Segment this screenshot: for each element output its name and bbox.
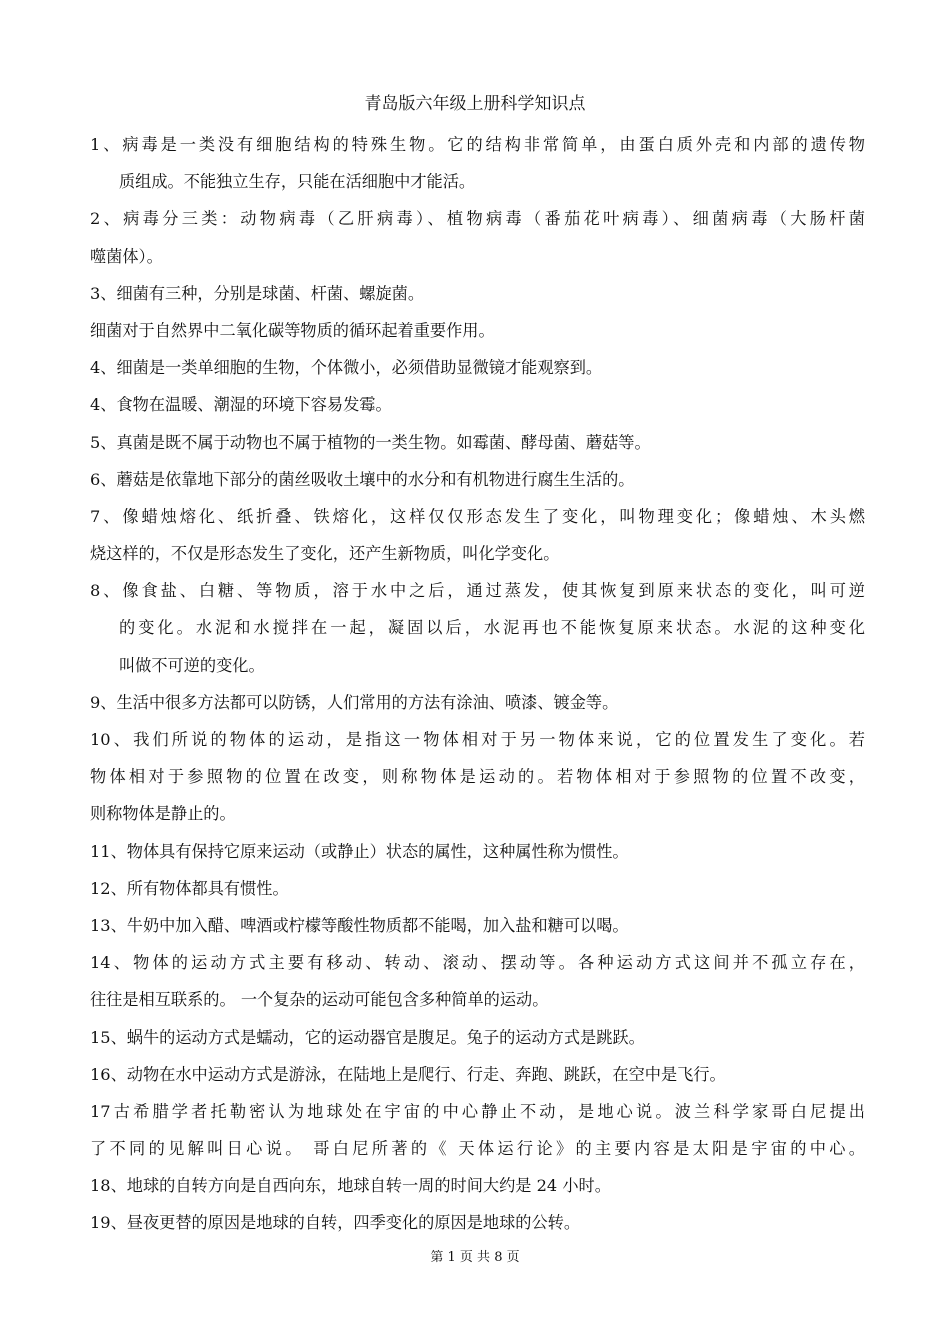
text-line: 物体相对于参照物的位置在改变，则称物体是运动的。若物体相对于参照物的位置不改变， [90, 767, 865, 787]
text-line: 则称物体是静止的。 [90, 804, 236, 824]
page-title: 青岛版六年级上册科学知识点 [364, 94, 586, 114]
text-line: 19、昼夜更替的原因是地球的自转，四季变化的原因是地球的公转。 [90, 1213, 581, 1233]
text-line: 1、病毒是一类没有细胞结构的特殊生物。它的结构非常简单，由蛋白质外壳和内部的遗传物 [90, 135, 865, 154]
text-line: 烧这样的，不仅是形态发生了变化，还产生新物质，叫化学变化。 [90, 544, 560, 564]
text-line: 叫做不可逆的变化。 [119, 655, 265, 675]
text-line: 往往是相互联系的。 一个复杂的运动可能包含多种简单的运动。 [90, 990, 549, 1010]
text-line: 3、细菌有三种，分别是球菌、杆菌、螺旋菌。 [90, 283, 425, 303]
text-line: 4、食物在温暖、潮湿的环境下容易发霉。 [90, 395, 392, 415]
text-line: 15、蜗牛的运动方式是蠕动，它的运动器官是腹足。兔子的运动方式是跳跃。 [90, 1027, 645, 1047]
text-line: 6、蘑菇是依靠地下部分的菌丝吸收土壤中的水分和有机物进行腐生生活的。 [90, 469, 635, 489]
text-line: 5、真菌是既不属于动物也不属于植物的一类生物。如霉菌、酵母菌、蘑菇等。 [90, 432, 651, 452]
text-line: 了不同的见解叫日心说。 哥白尼所著的《 天体运行论》的主要内容是太阳是宇宙的中心。 [90, 1139, 865, 1159]
text-line: 2、病毒分三类：动物病毒（乙肝病毒）、植物病毒（番茄花叶病毒）、细菌病毒（大肠杆菌 [90, 209, 865, 229]
text-line: 14、物体的运动方式主要有移动、转动、滚动、摆动等。各种运动方式这间并不孤立存在， [90, 953, 865, 973]
text-line: 11、物体具有保持它原来运动（或静止）状态的属性，这种属性称为惯性。 [90, 841, 629, 861]
text-line: 16、动物在水中运动方式是游泳，在陆地上是爬行、行走、奔跑、跳跃，在空中是飞行。 [90, 1064, 726, 1084]
text-line: 的变化。水泥和水搅拌在一起，凝固以后，水泥再也不能恢复原来状态。水泥的这种变化 [119, 618, 865, 638]
text-line: 4、细菌是一类单细胞的生物，个体微小，必须借助显微镜才能观察到。 [90, 358, 603, 378]
document-body [90, 130, 865, 1246]
text-line: 17古希腊学者托勒密认为地球处在宇宙的中心静止不动，是地心说。波兰科学家哥白尼提出 [90, 1101, 865, 1121]
text-line: 噬菌体）。 [90, 246, 163, 266]
text-line: 质组成。不能独立生存，只能在活细胞中才能活。 [119, 172, 476, 192]
text-line: 10、我们所说的物体的运动，是指这一物体相对于另一物体来说，它的位置发生了变化。若 [90, 730, 865, 749]
text-line: 13、牛奶中加入醋、啤酒或柠檬等酸性物质都不能喝，加入盐和糖可以喝。 [90, 915, 629, 935]
text-line: 8、像食盐、白糖、等物质，溶于水中之后，通过蒸发，使其恢复到原来状态的变化，叫可逆 [90, 581, 865, 601]
text-line: 12、所有物体都具有惯性。 [90, 878, 289, 898]
text-line: 细菌对于自然界中二氧化碳等物质的循环起着重要作用。 [90, 320, 495, 340]
page-footer: 第 1 页 共 8 页 [430, 1250, 520, 1265]
text-line: 7、像蜡烛熔化、纸折叠、铁熔化，这样仅仅形态发生了变化，叫物理变化；像蜡烛、木头燃 [90, 506, 865, 526]
text-line: 9、生活中很多方法都可以防锈，人们常用的方法有涂油、喷漆、镀金等。 [90, 692, 619, 712]
text-line: 18、地球的自转方向是自西向东，地球自转一周的时间大约是 24 小时。 [90, 1176, 611, 1196]
